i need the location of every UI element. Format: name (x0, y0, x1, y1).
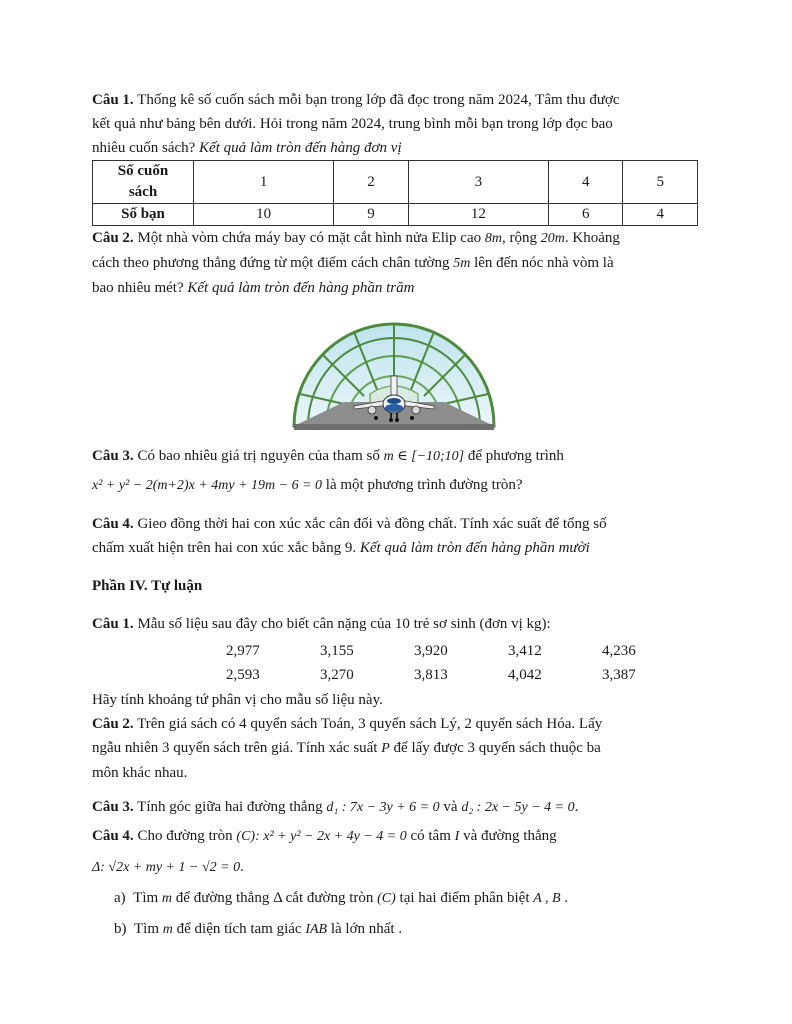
table-cell: 6 (548, 204, 623, 226)
q1-text-line3: nhiêu cuốn sách? (92, 140, 200, 156)
q3-label: Câu 3. (92, 448, 134, 464)
data-value: 3,387 (602, 667, 636, 683)
e3-d2: d₂ : 2x − 5y − 4 = 0 (461, 800, 575, 815)
q2-label: Câu 2. (92, 230, 134, 246)
q1-text-line2: kết quả như bảng bên dưới. Hỏi trong năm 2024, trung bình mỗi bạn trong lớp đọc bao (92, 116, 613, 132)
e1-question: Hãy tính khoảng tứ phân vị cho mẫu số liệu này. (92, 692, 383, 708)
q1-note: Kết quả làm tròn đến hàng đơn vị (199, 140, 402, 156)
data-value: 3,155 (320, 643, 354, 659)
e4-label: Câu 4. (92, 828, 134, 844)
e4-a-label: a) (114, 890, 126, 906)
e2-prob: P (381, 741, 390, 756)
q4-paragraph: Câu 4. Gieo đồng thời hai con xúc xắc cân đối và đồng chất. Tính xác suất để tổng số chấm xuất hiện trên hai con xúc xắc bằng 9. Kết quả làm tròn đến hàng phần mười (92, 516, 607, 556)
table-cell: 2 (334, 161, 409, 204)
part4-title: Phần IV. Tự luận (92, 578, 203, 594)
e4-part-a: a) Tìm m để đường thẳng Δ cắt đường tròn (C) tại hai điểm phân biệt A , B . (114, 890, 569, 906)
e2-paragraph: Câu 2. Trên giá sách có 4 quyển sách Toán, 3 quyển sách Lý, 2 quyển sách Hóa. Lấy ngẫu nhiên 3 quyển sách trên giá. Tính xác suất P để lấy được 3 quyển sách thuộc ba môn khác nhau. (92, 716, 603, 781)
table-cell: 3 (408, 161, 548, 204)
data-value: 3,412 (508, 643, 542, 659)
q2-paragraph: Câu 2. Một nhà vòm chứa máy bay có mặt cắt hình nửa Elip cao 8m, rộng 20m. Khoảng cách theo phương thẳng đứng từ một điểm cách chân tường 5m lên đến nóc nhà vòm là bao nhiêu mét? Kết quả làm tròn đến hàng phần trăm (92, 230, 620, 296)
e4-paragraph: Câu 4. Cho đường tròn (C): x² + y² − 2x + 4y − 4 = 0 có tâm I và đường thẳng (92, 828, 557, 844)
table-row (93, 204, 698, 226)
table-header-books: Số cuốn sách (93, 161, 194, 204)
q2-note: Kết quả làm tròn đến hàng phần trăm (187, 280, 415, 296)
data-value: 2,593 (226, 667, 260, 683)
q3-paragraph: Câu 3. Có bao nhiêu giá trị nguyên của tham số m ∈ [−10;10] để phương trình (92, 448, 564, 464)
e4-b-label: b) (114, 921, 127, 937)
q4-label: Câu 4. (92, 516, 134, 532)
q2-width: 20m (540, 231, 565, 246)
e3-d1: d₁ : 7x − 3y + 6 = 0 (326, 800, 440, 815)
table-cell: 5 (623, 161, 698, 204)
q1-label: Câu 1. (92, 92, 134, 108)
e1-data-grid (226, 640, 702, 686)
e3-label: Câu 3. (92, 799, 134, 815)
table-cell: 9 (334, 204, 409, 226)
data-value: 4,236 (602, 643, 636, 659)
q1-text-line1: Thống kê số cuốn sách mỗi bạn trong lớp đã đọc trong năm 2024, Tâm thu được (133, 92, 620, 108)
e1-paragraph: Câu 1. Mẫu số liệu sau đây cho biết cân nặng của 10 trẻ sơ sinh (đơn vị kg): (92, 616, 551, 632)
table-cell: 12 (408, 204, 548, 226)
data-value: 3,813 (414, 667, 448, 683)
table-cell: 10 (194, 204, 334, 226)
e2-label: Câu 2. (92, 716, 134, 732)
q1-frequency-table (92, 160, 698, 226)
e4-center: I (454, 829, 460, 844)
q4-note: Kết quả làm tròn đến hàng phần mười (359, 540, 590, 556)
hangar-illustration (292, 320, 496, 438)
data-value: 4,042 (508, 667, 542, 683)
data-value: 3,920 (414, 643, 448, 659)
q3-param: m ∈ [−10;10] (383, 449, 465, 464)
table-header-students: Số bạn (93, 204, 194, 226)
e4-part-b: b) Tìm m để diện tích tam giác IAB là lớn nhất . (114, 921, 403, 937)
q2-height: 8m (484, 231, 502, 246)
e1-label: Câu 1. (92, 616, 134, 632)
q1-paragraph (92, 88, 702, 160)
q3-equation: x² + y² − 2(m+2)x + 4my + 19m − 6 = 0 (92, 478, 323, 493)
q2-distance: 5m (453, 256, 471, 271)
table-cell: 4 (548, 161, 623, 204)
data-value: 2,977 (226, 643, 260, 659)
e3-paragraph: Câu 3. Tính góc giữa hai đường thẳng d₁ : 7x − 3y + 6 = 0 và d₂ : 2x − 5y − 4 = 0. (92, 799, 579, 815)
data-value: 3,270 (320, 667, 354, 683)
e4-line-equation: Δ: √2x + my + 1 − √2 = 0. (92, 859, 244, 875)
table-cell: 4 (623, 204, 698, 226)
q3-equation-line: x² + y² − 2(m+2)x + 4my + 19m − 6 = 0 là một phương trình đường tròn? (92, 477, 523, 493)
page-content (92, 88, 702, 942)
e4-circle: (C): x² + y² − 2x + 4y − 4 = 0 (236, 829, 407, 844)
e4-line: Δ: √2x + my + 1 − √2 = 0 (92, 860, 241, 875)
table-row (93, 161, 698, 204)
table-cell: 1 (194, 161, 334, 204)
